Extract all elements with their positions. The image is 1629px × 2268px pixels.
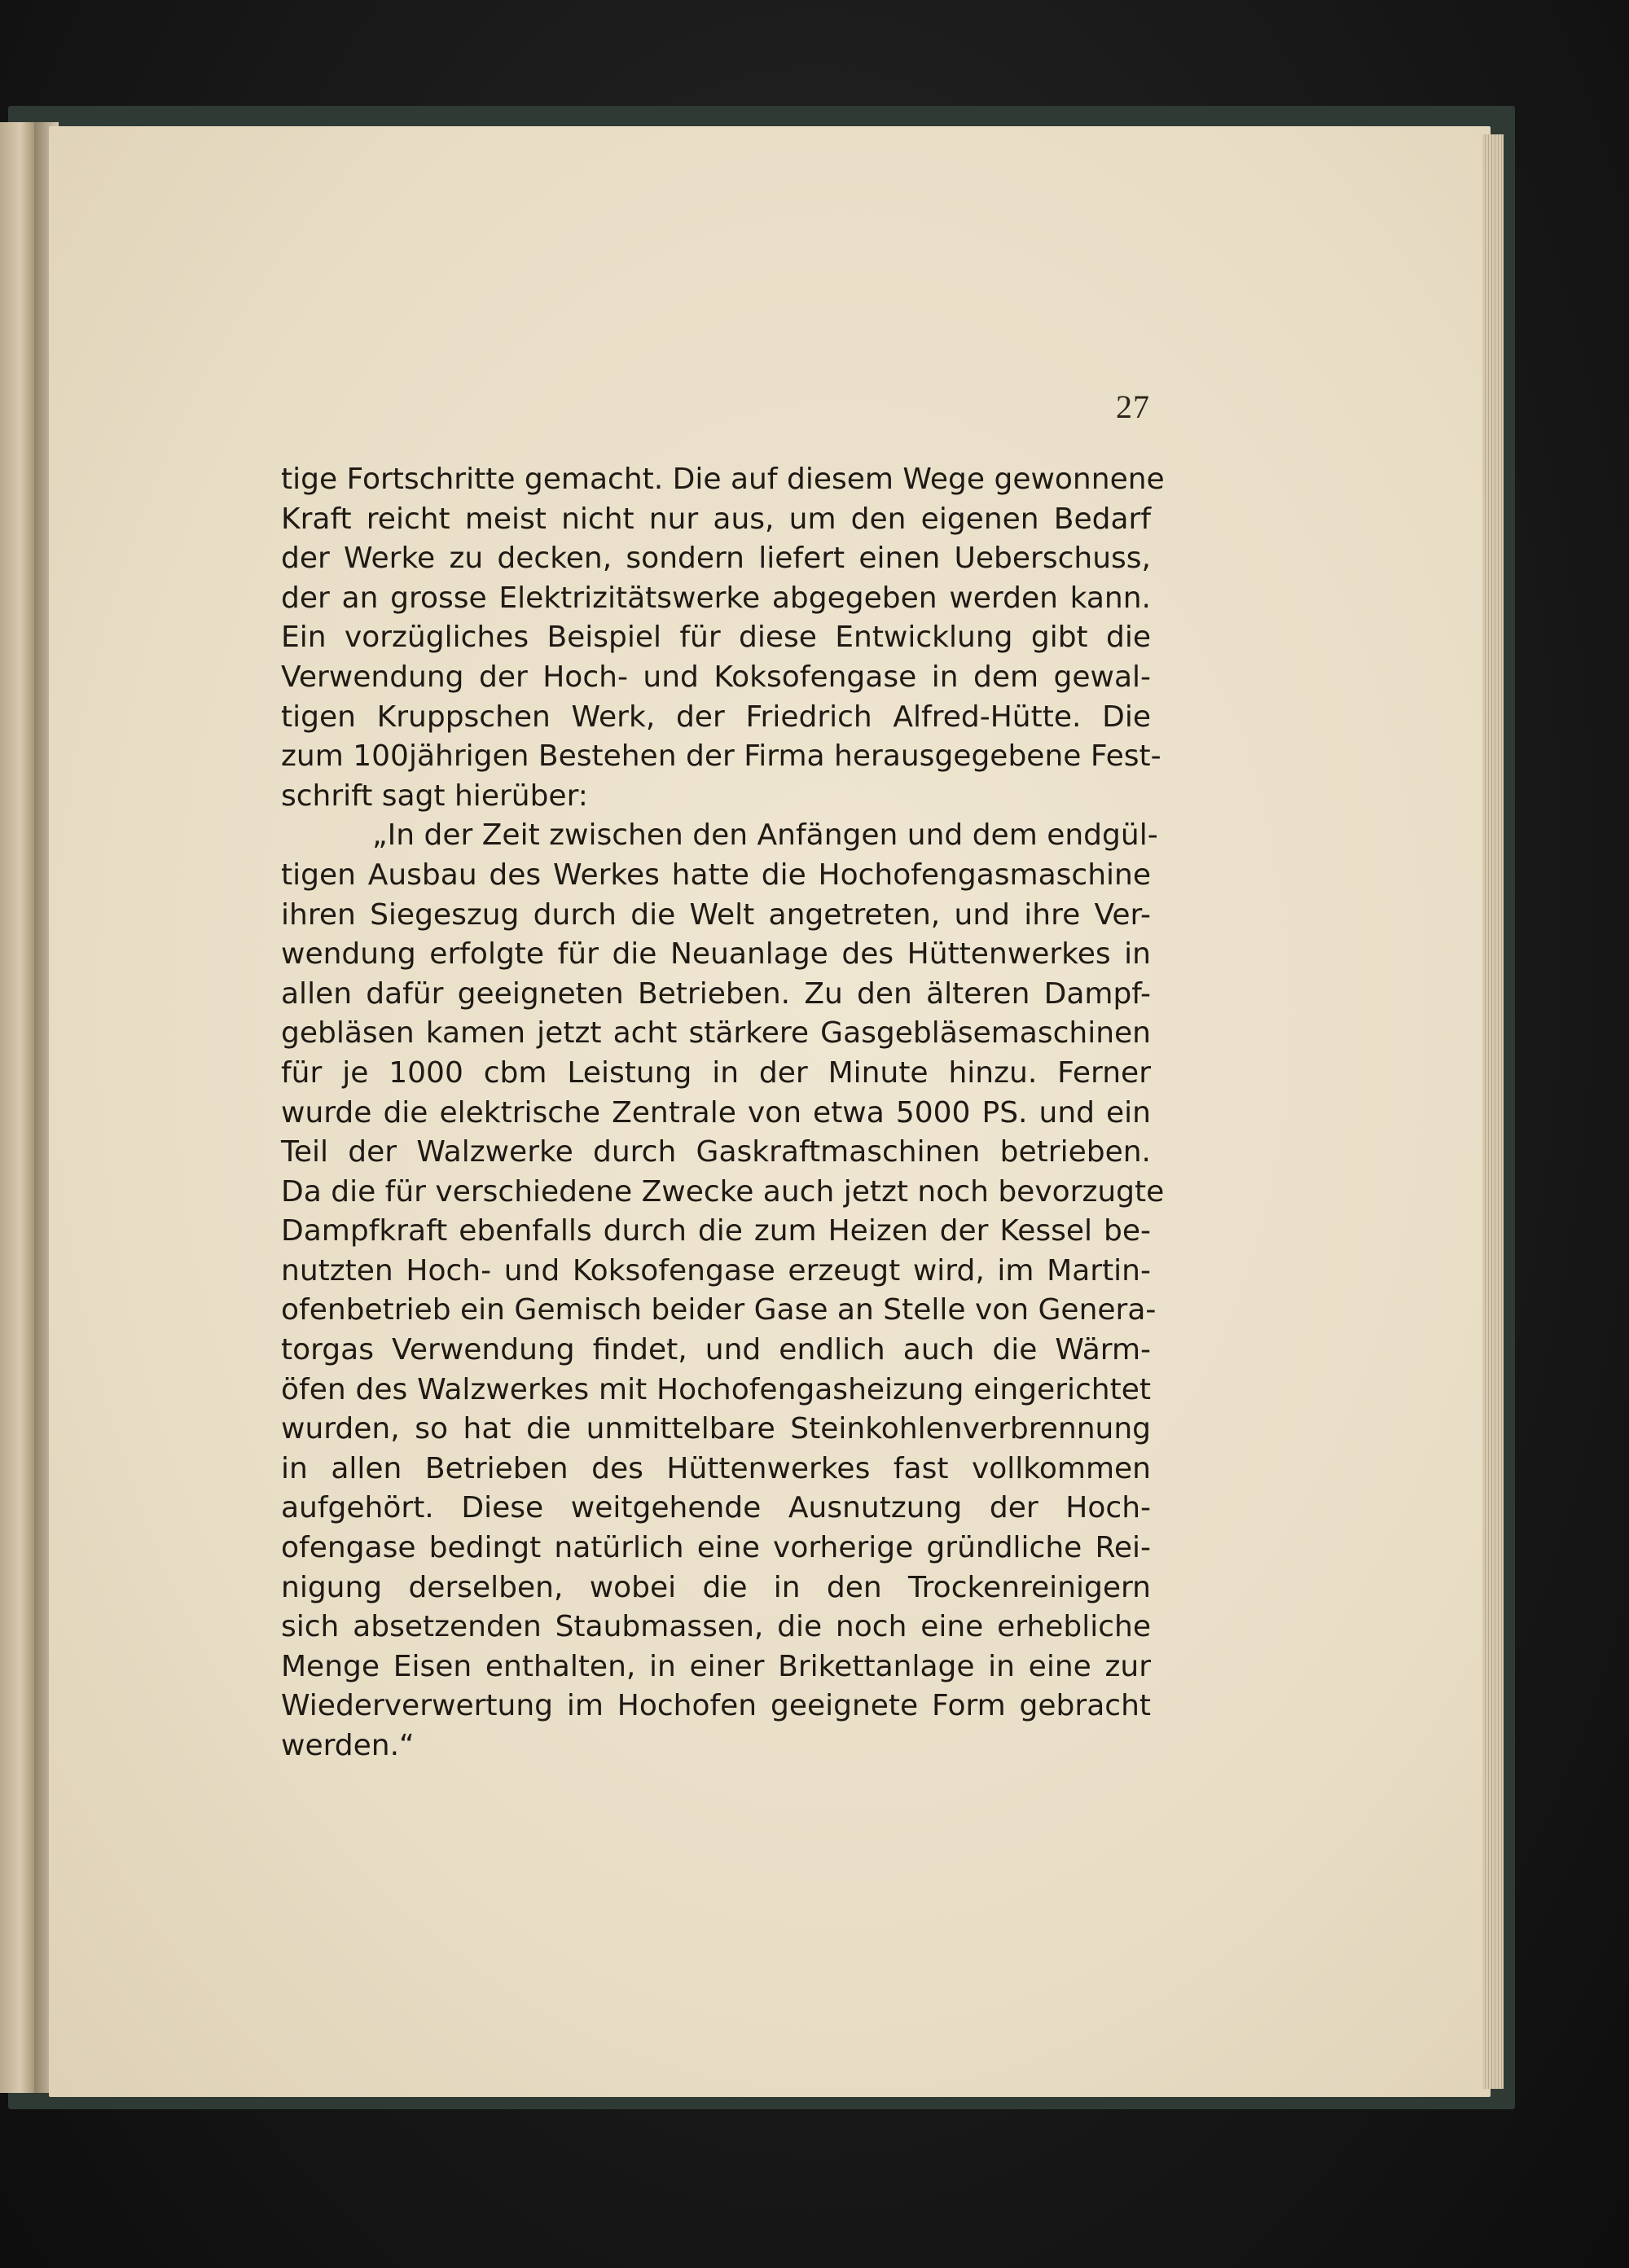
- text-line: öfen des Walzwerkes mit Hochofengasheizung eingerichtet: [281, 1372, 1151, 1406]
- body-text: [281, 460, 1165, 1766]
- text-line: ofenbetrieb ein Gemisch beider Gase an Stelle von Genera-: [281, 1293, 1157, 1327]
- text-line: torgas Verwendung findet, und endlich auch die Wärm-: [281, 1333, 1151, 1367]
- text-line: wendung erfolgte für die Neuanlage des Hüttenwerkes in: [281, 937, 1151, 972]
- text-line: ofengase bedingt natürlich eine vorherige gründliche Rei-: [281, 1531, 1151, 1565]
- text-line: Dampfkraft ebenfalls durch die zum Heizen der Kessel be-: [281, 1214, 1151, 1248]
- left-page-edge: [0, 122, 36, 2093]
- text-line: allen dafür geeigneten Betrieben. Zu den älteren Dampf-: [281, 976, 1151, 1011]
- text-line: ihren Siegeszug durch die Welt angetreten, und ihre Ver-: [281, 897, 1151, 932]
- text-line: Teil der Walzwerke durch Gaskraftmaschinen betrieben.: [281, 1135, 1151, 1169]
- text-line: Da die für verschiedene Zwecke auch jetzt noch bevorzugte: [281, 1174, 1165, 1209]
- text-line: Kraft reicht meist nicht nur aus, um den eigenen Bedarf: [281, 502, 1151, 536]
- text-line: Menge Eisen enthalten, in einer Brikettanlage in eine zur: [281, 1649, 1151, 1683]
- text-line: „In der Zeit zwischen den Anfängen und dem endgül-: [372, 818, 1158, 853]
- page-number: 27: [1116, 388, 1150, 425]
- text-line: Wiederverwertung im Hochofen geeignete Form gebracht: [281, 1689, 1151, 1723]
- text-line: sich absetzenden Staubmassen, die noch eine erhebliche: [281, 1610, 1151, 1644]
- text-line: Verwendung der Hoch- und Koksofengase in dem gewal-: [281, 660, 1151, 694]
- text-line: der an grosse Elektrizitätswerke abgegeben werden kann.: [281, 581, 1151, 615]
- text-line: Ein vorzügliches Beispiel für diese Entwicklung gibt die: [281, 621, 1151, 655]
- text-line: in allen Betrieben des Hüttenwerkes fast vollkommen: [281, 1451, 1151, 1485]
- page-stack-edge: [1482, 134, 1504, 2089]
- text-line: wurden, so hat die unmittelbare Steinkohlenverbrennung: [281, 1412, 1151, 1446]
- text-line: tigen Ausbau des Werkes hatte die Hochofengasmaschine: [281, 858, 1151, 892]
- text-line: aufgehört. Diese weitgehende Ausnutzung der Hoch-: [281, 1491, 1151, 1525]
- text-line: nigung derselben, wobei die in den Trockenreinigern: [281, 1570, 1151, 1604]
- text-line: für je 1000 cbm Leistung in der Minute hinzu. Ferner: [281, 1055, 1151, 1090]
- text-line: tige Fortschritte gemacht. Die auf diesem Wege gewonnene: [281, 463, 1165, 496]
- text-line: werden.“: [281, 1729, 415, 1762]
- text-line: gebläsen kamen jetzt acht stärkere Gasgebläsemaschinen: [281, 1016, 1151, 1051]
- text-line: zum 100jährigen Bestehen der Firma herausgegebene Fest-: [281, 739, 1161, 774]
- text-line: der Werke zu decken, sondern liefert einen Ueberschuss,: [281, 542, 1151, 576]
- text-line: wurde die elektrische Zentrale von etwa 5000 PS. und ein: [281, 1095, 1151, 1130]
- text-line: tigen Kruppschen Werk, der Friedrich Alfred-Hütte. Die: [281, 700, 1151, 734]
- text-line: nutzten Hoch- und Koksofengase erzeugt wird, im Martin-: [281, 1253, 1151, 1288]
- text-line: schrift sagt hierüber:: [281, 779, 588, 813]
